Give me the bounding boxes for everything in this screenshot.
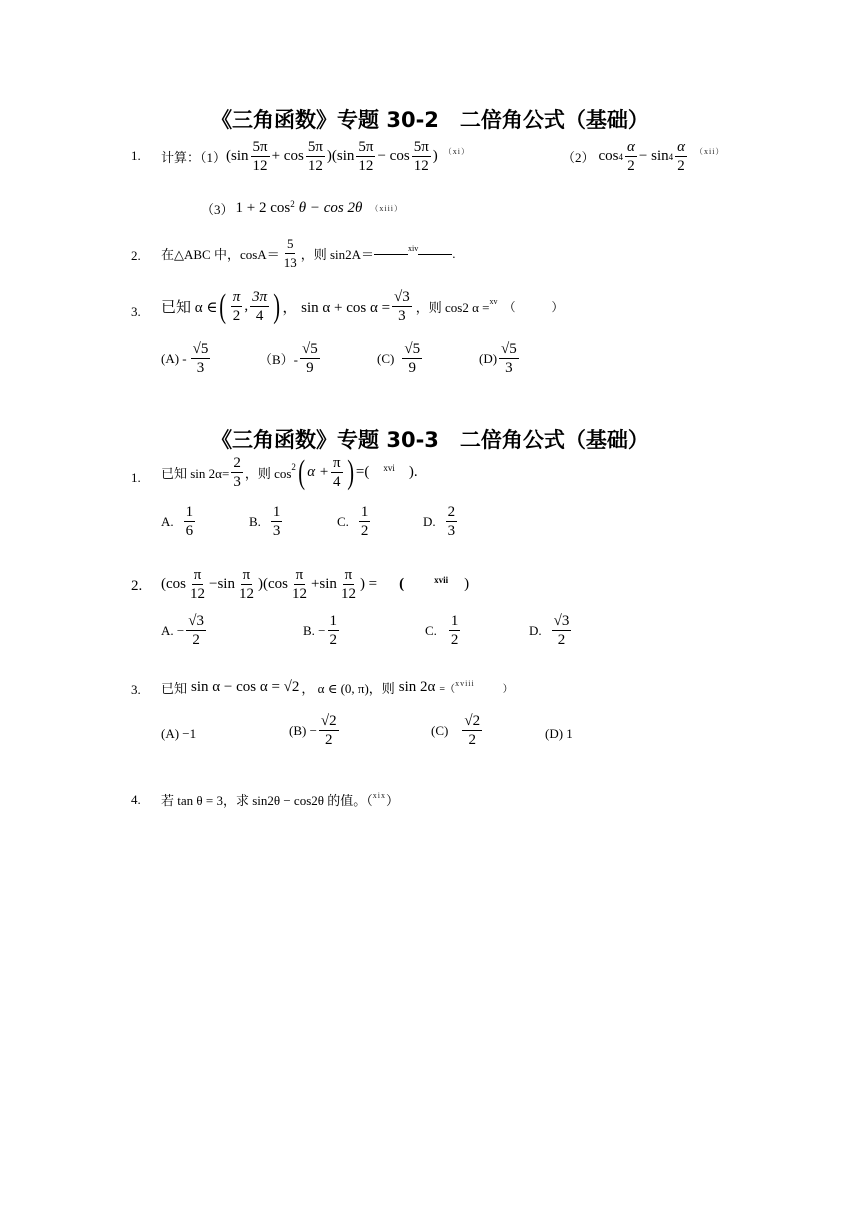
expr-a: 1 + 2 cos — [235, 200, 291, 216]
question-1-part-3 — [201, 199, 403, 218]
option-c[interactable]: (C) $\frac{√5}{9}$ — [377, 341, 421, 376]
question-1 — [161, 454, 418, 491]
footnote-ref: xvi — [383, 462, 395, 473]
question-lead: 已知 α ∈ — [161, 300, 218, 316]
fraction: $\frac{5\pi}{12}$ — [358, 139, 374, 174]
part-label: （2） — [562, 150, 595, 165]
option-a[interactable]: A. $\frac{1}{6}$ — [161, 504, 194, 539]
question-2-options — [161, 612, 601, 658]
section-1-title: 《三角函数》专题 30-2 二倍角公式（基础） — [211, 108, 649, 132]
question-number: 3. — [131, 682, 141, 697]
left-paren: ( — [219, 287, 227, 325]
question-tail: =( — [355, 464, 370, 480]
question-number: 4. — [131, 792, 141, 807]
fraction: $\frac{√3}{3}$ — [394, 289, 410, 324]
option-d[interactable]: D. $\frac{2}{3}$ — [423, 504, 456, 539]
condition: ， α ∈ (0, π)，则 — [301, 681, 395, 696]
question-number: 3. — [131, 304, 141, 319]
question-1-options — [161, 503, 481, 549]
footnote-ref: （xii） — [694, 147, 725, 156]
question-end: . — [452, 245, 456, 261]
answer-paren-close: ) — [464, 576, 470, 592]
left-paren: ( — [298, 453, 305, 491]
footnote-ref: xix — [372, 791, 386, 800]
question-3-options — [161, 340, 561, 386]
exponent: 2 — [291, 461, 296, 472]
fraction: $\frac{\pi}{12}$ — [340, 567, 356, 602]
question-tail: ，则 cos2 α = — [415, 300, 490, 315]
footnote-ref: xiv — [408, 244, 419, 253]
expr-2: −sin — [209, 576, 235, 592]
question-lead: 已知 sin 2α= — [161, 466, 230, 481]
fraction: $\frac{2}{3}$ — [233, 455, 241, 490]
footnote-ref: （xi） — [443, 147, 470, 156]
expr-b: θ − cos 2θ — [298, 200, 363, 216]
question-3: 已知 α ∈ ( $\frac{\pi}{2}$ , $\frac{3\pi}{4}$ ) ， sin α + cos α = $\frac{√3}{3}$ ，则 cos2 α = xv （ ） — [161, 287, 564, 325]
inner-expr: α + — [307, 464, 329, 480]
fraction: $\frac{\pi}{12}$ — [238, 567, 254, 602]
question-2 — [161, 566, 469, 603]
expr-3: )(cos — [257, 576, 288, 592]
expr-open: (sin — [226, 148, 249, 164]
question-lead: 已知 — [161, 681, 188, 696]
target-expr: sin 2α — [398, 679, 436, 695]
equation: sin α − cos α = √2 — [191, 679, 300, 695]
right-paren: ) — [346, 453, 354, 491]
fraction: $\frac{\alpha}{2}$ — [677, 139, 685, 174]
question-mid: ，则 sin2A＝ — [300, 247, 375, 262]
exponent: 4 — [618, 151, 624, 162]
footnote-ref: （xiii） — [370, 204, 404, 213]
option-b[interactable]: （B）- $\frac{√5}{9}$ — [259, 341, 318, 376]
question-3 — [161, 678, 513, 697]
footnote-ref: xvii — [434, 574, 449, 585]
fraction: $\frac{5}{13}$ — [283, 236, 297, 270]
option-b[interactable]: B. $\frac{1}{3}$ — [249, 504, 281, 539]
answer-paren[interactable]: （ ） — [503, 300, 564, 314]
option-b[interactable]: B. − $\frac{1}{2}$ — [303, 613, 338, 648]
exponent: 2 — [290, 198, 295, 209]
question-1-part-1 — [161, 138, 470, 175]
answer-blank[interactable] — [418, 253, 452, 255]
option-b[interactable]: (B) − $\frac{√2}{2}$ — [289, 713, 337, 748]
fraction: $\frac{5\pi}{12}$ — [413, 139, 429, 174]
expr-mid: )(sin — [326, 148, 355, 164]
question-number: 2. — [131, 578, 143, 594]
question-lead: 在△ABC 中，cosA＝ — [161, 247, 280, 262]
expr-minus: − cos — [377, 148, 410, 164]
fraction: $\frac{3\pi}{4}$ — [252, 289, 268, 324]
expr-plus: + cos — [271, 148, 304, 164]
expr-1: (cos — [161, 576, 186, 592]
expr-4: +sin — [310, 576, 337, 592]
exponent: 4 — [668, 151, 674, 162]
option-a[interactable]: A. − $\frac{√3}{2}$ — [161, 613, 204, 648]
question-text: 若 tan θ = 3，求 sin2θ − cos2θ 的值。（ — [161, 793, 373, 808]
question-2 — [161, 235, 456, 272]
question-3-options — [161, 712, 601, 758]
question-end: ). — [408, 464, 418, 480]
option-a[interactable]: (A) - $\frac{√5}{3}$ — [161, 341, 209, 376]
expr-close: ) — [432, 148, 438, 164]
fraction: $\frac{\pi}{2}$ — [232, 289, 241, 324]
condition: ， sin α + cos α = — [282, 300, 391, 316]
question-lead: 计算：（1） — [161, 150, 227, 165]
option-c[interactable]: (C) $\frac{√2}{2}$ — [431, 713, 481, 748]
minus-sin: − sin — [638, 148, 669, 164]
option-c[interactable]: C. $\frac{1}{2}$ — [337, 504, 369, 539]
question-mid: ，则 cos — [244, 466, 292, 481]
option-d[interactable]: D. $\frac{√3}{2}$ — [529, 613, 570, 648]
option-a[interactable]: (A) −1 — [161, 726, 197, 741]
option-d[interactable]: (D) 1 — [545, 726, 573, 741]
fraction: $\frac{5\pi}{12}$ — [307, 139, 323, 174]
cos-label: cos — [598, 148, 619, 164]
expr-5: ) = — [359, 576, 378, 592]
fraction: $\frac{\pi}{4}$ — [333, 455, 341, 490]
option-c[interactable]: C. $\frac{1}{2}$ — [425, 613, 459, 648]
question-number: 1. — [131, 148, 141, 163]
right-paren: ) — [273, 287, 281, 325]
question-1-part-2 — [562, 138, 724, 175]
option-d[interactable]: (D) $\frac{√5}{3}$ — [479, 341, 517, 376]
question-close: ） — [385, 793, 399, 808]
fraction: $\frac{5\pi}{12}$ — [252, 139, 268, 174]
answer-blank[interactable] — [374, 253, 408, 255]
part-label: （3） — [201, 202, 234, 217]
answer-paren-close[interactable]: ） — [502, 684, 513, 695]
question-number: 2. — [131, 248, 141, 263]
footnote-ref: xv — [489, 297, 498, 306]
footnote-ref: xviii — [455, 679, 475, 688]
section-2-title: 《三角函数》专题 30-3 二倍角公式（基础） — [211, 428, 649, 452]
fraction: $\frac{\pi}{12}$ — [291, 567, 307, 602]
fraction: $\frac{\alpha}{2}$ — [627, 139, 635, 174]
question-number: 1. — [131, 470, 141, 485]
equals: =（ — [439, 684, 456, 695]
question-4 — [161, 790, 399, 809]
fraction: $\frac{\pi}{12}$ — [190, 567, 205, 602]
answer-paren-open: ( — [399, 576, 405, 592]
